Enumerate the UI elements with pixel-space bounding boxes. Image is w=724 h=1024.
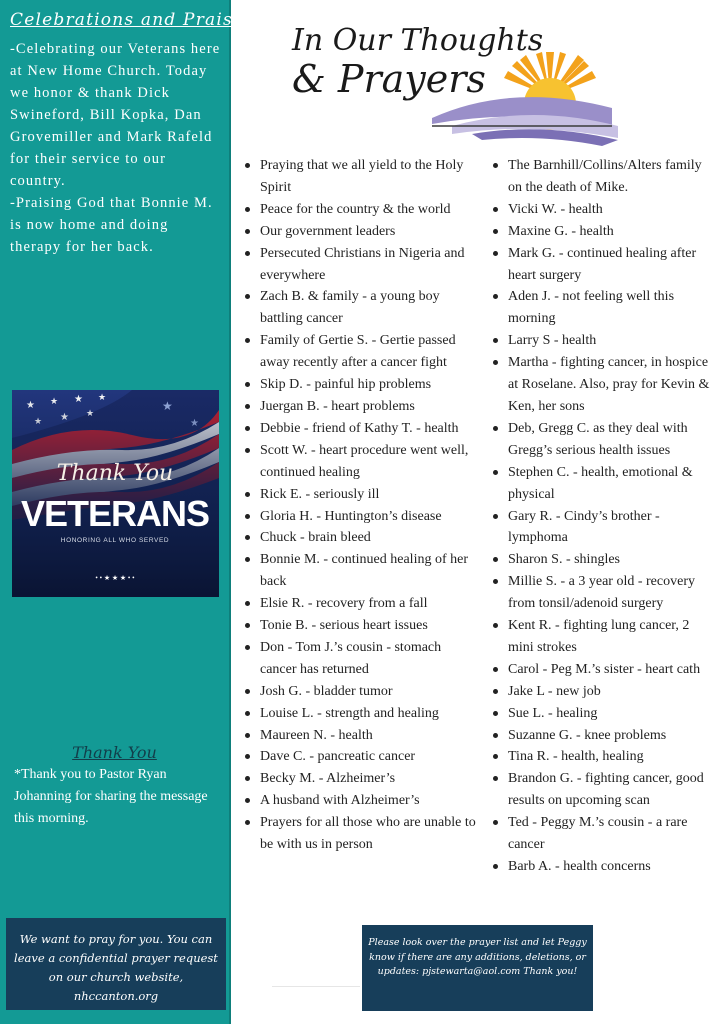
prayer-item: Skip D. - painful hip problems (242, 374, 480, 396)
prayer-item: Chuck - brain bleed (242, 527, 480, 549)
prayer-item: Don - Tom J.’s cousin - stomach cancer has returned (242, 637, 480, 681)
prayer-item: Debbie - friend of Kathy T. - health (242, 418, 480, 440)
veterans-image-stars-icon: • • ★ ★ ★ • • (95, 574, 135, 582)
prayer-item: Zach B. & family - a young boy battling cancer (242, 286, 480, 330)
prayer-item: Sharon S. - shingles (490, 549, 718, 571)
prayer-item: Praying that we all yield to the Holy Spirit (242, 155, 480, 199)
prayer-item: Becky M. - Alzheimer’s (242, 768, 480, 790)
prayer-item: Larry S - health (490, 330, 718, 352)
prayer-item: Millie S. - a 3 year old - recovery from tonsil/adenoid surgery (490, 571, 718, 615)
prayer-item: Brandon G. - fighting cancer, good results on upcoming scan (490, 768, 718, 812)
prayer-item: Gary R. - Cindy’s brother - lymphoma (490, 506, 718, 550)
prayer-item: Vicki W. - health (490, 199, 718, 221)
prayer-item: Martha - fighting cancer, in hospice at Roselane. Also, pray for Kevin & Ken, her sons (490, 352, 718, 418)
logo-text-line2: & Prayers (292, 57, 486, 101)
prayer-item: Josh G. - bladder tumor (242, 681, 480, 703)
prayer-item: A husband with Alzheimer’s (242, 790, 480, 812)
prayer-item: Gloria H. - Huntington’s disease (242, 506, 480, 528)
prayer-item: Elsie R. - recovery from a fall (242, 593, 480, 615)
veterans-image-headline: VETERANS (20, 493, 210, 534)
thank-you-veterans-image (12, 390, 219, 597)
prayer-item: Stephen C. - health, emotional & physical (490, 462, 718, 506)
prayer-item: Rick E. - seriously ill (242, 484, 480, 506)
prayer-item: Maxine G. - health (490, 221, 718, 243)
prayer-list-right (490, 155, 718, 878)
celebrations-veterans-text: -Celebrating our Veterans here at New Home Church. Today we honor & thank Dick Swineford, Bill Kopka, Dan Grovemiller and Mark Rafeld for their service to our country. (10, 41, 221, 189)
prayer-item: Tina R. - health, healing (490, 746, 718, 768)
thank-you-body: *Thank you to Pastor Ryan Johanning for sharing the message this morning. (14, 767, 208, 826)
prayer-item: Bonnie M. - continued healing of her back (242, 549, 480, 593)
veterans-image-script-text: Thank You (56, 461, 174, 486)
prayer-item: Tonie B. - serious heart issues (242, 615, 480, 637)
sidebar-divider (229, 0, 231, 1024)
prayer-item: Carol - Peg M.’s sister - heart cath (490, 659, 718, 681)
prayer-item: Mark G. - continued healing after heart surgery (490, 243, 718, 287)
prayer-item: Suzanne G. - knee problems (490, 725, 718, 747)
prayer-item: Barb A. - health concerns (490, 856, 718, 878)
logo-text-line1: In Our Thoughts (292, 23, 544, 58)
prayer-item: Maureen N. - health (242, 725, 480, 747)
prayer-item: Prayers for all those who are unable to be with us in person (242, 812, 480, 856)
sunrise-hills-icon (282, 0, 622, 152)
prayer-item: Scott W. - heart procedure went well, continued healing (242, 440, 480, 484)
celebrations-body (10, 38, 224, 258)
prayer-item: Juergan B. - heart problems (242, 396, 480, 418)
celebrations-bonnie-text: -Praising God that Bonnie M. is now home and doing therapy for her back. (10, 195, 213, 255)
prayer-request-box: We want to pray for you. You can leave a confidential prayer request on our church website, nhccanton.org (6, 918, 226, 1010)
celebrations-title: Celebrations and Praise (10, 10, 245, 30)
review-list-box: Please look over the prayer list and let Peggy know if there are any additions, deletions, or updates: pjstewarta@aol.com Thank you! (362, 925, 593, 1011)
veterans-flag-graphic (12, 390, 219, 597)
prayer-item: Family of Gertie S. - Gertie passed away recently after a cancer fight (242, 330, 480, 374)
prayer-item: Our government leaders (242, 221, 480, 243)
prayer-item: Persecuted Christians in Nigeria and everywhere (242, 243, 480, 287)
veterans-image-tagline: Honoring All Who Served (60, 537, 170, 544)
prayer-item: Jake L - new job (490, 681, 718, 703)
faint-divider (272, 986, 360, 987)
prayer-item: Deb, Gregg C. as they deal with Gregg’s serious health issues (490, 418, 718, 462)
prayer-list-left (242, 155, 480, 856)
prayer-item: Kent R. - fighting lung cancer, 2 mini strokes (490, 615, 718, 659)
prayer-item: Aden J. - not feeling well this morning (490, 286, 718, 330)
prayer-item: Ted - Peggy M.’s cousin - a rare cancer (490, 812, 718, 856)
prayer-item: The Barnhill/Collins/Alters family on the death of Mike. (490, 155, 718, 199)
thank-you-title: Thank You (72, 743, 157, 762)
thoughts-and-prayers-logo (282, 0, 622, 152)
prayer-item: Louise L. - strength and healing (242, 703, 480, 725)
prayer-item: Dave C. - pancreatic cancer (242, 746, 480, 768)
prayer-item: Peace for the country & the world (242, 199, 480, 221)
prayer-item: Sue L. - healing (490, 703, 718, 725)
